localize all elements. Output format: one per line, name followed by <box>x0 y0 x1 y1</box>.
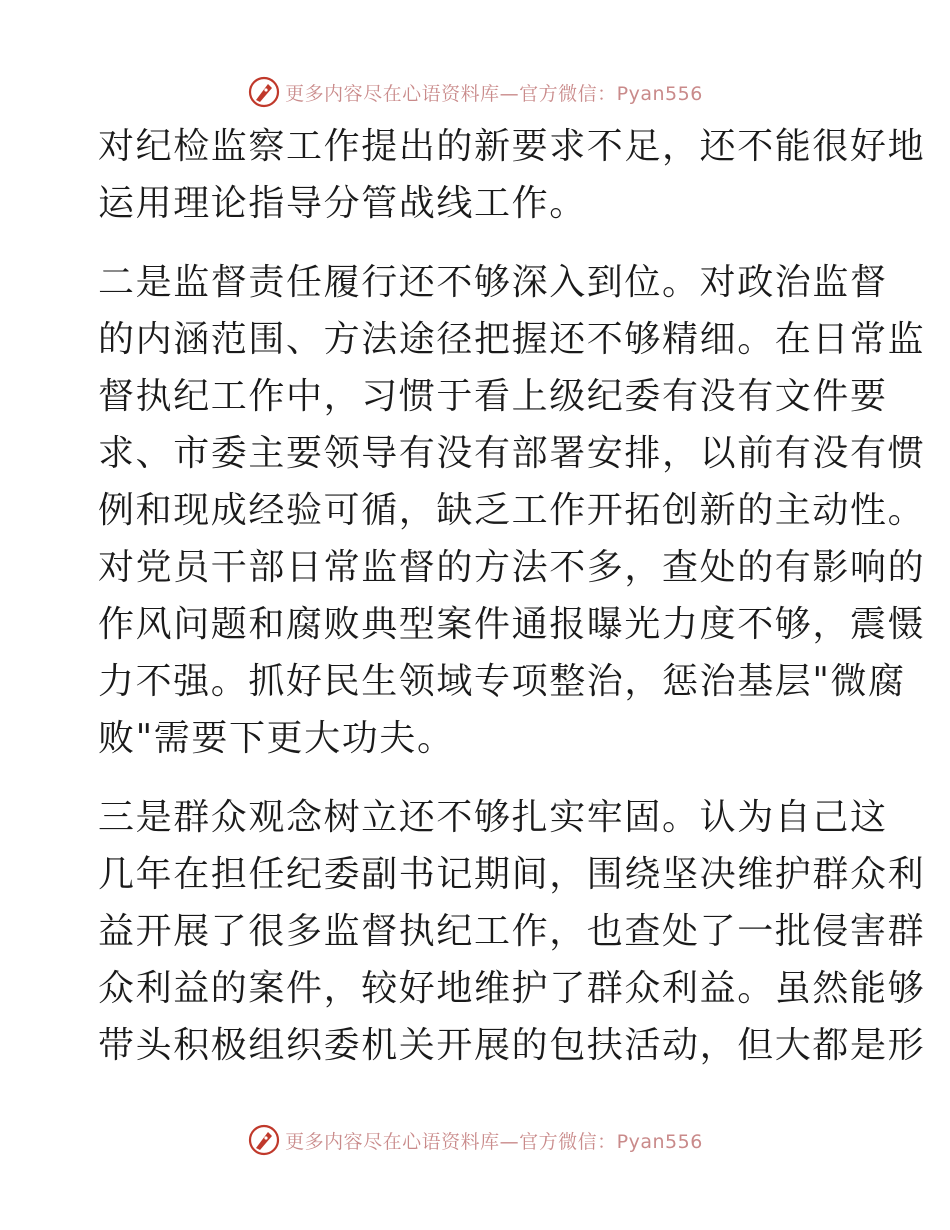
text-line: 三是群众观念树立还不够扎实牢固。认为自己这 <box>98 797 888 838</box>
banner-text: 更多内容尽在心语资料库—官方微信：Pyan556 <box>285 82 703 105</box>
text-line: 对纪检监察工作提出的新要求不足，还不能很好地 <box>98 126 926 167</box>
paragraph <box>98 118 926 232</box>
text-line: 对党员干部日常监督的方法不多，查处的有影响的 <box>98 547 926 588</box>
text-line: 运用理论指导分管战线工作。 <box>98 183 587 224</box>
text-line: 的内涵范围、方法途径把握还不够精细。在日常监 <box>98 319 926 360</box>
text-line: 督执纪工作中，习惯于看上级纪委有没有文件要 <box>98 376 888 417</box>
text-line: 益开展了很多监督执纪工作，也查处了一批侵害群 <box>98 911 926 952</box>
paragraph <box>98 789 926 1074</box>
text-line: 败"需要下更大功夫。 <box>98 718 455 759</box>
text-line: 求、市委主要领导有没有部署安排，以前有没有惯 <box>98 433 926 474</box>
text-line: 众利益的案件，较好地维护了群众利益。虽然能够 <box>98 968 926 1009</box>
pen-nib-logo-icon <box>247 1123 281 1157</box>
footer-watermark-banner <box>0 1120 950 1160</box>
text-line: 二是监督责任履行还不够深入到位。对政治监督 <box>98 262 888 303</box>
text-line: 带头积极组织委机关开展的包扶活动，但大都是形 <box>98 1025 926 1066</box>
banner-text: 更多内容尽在心语资料库—官方微信：Pyan556 <box>285 1130 703 1153</box>
paragraph <box>98 254 926 767</box>
text-line: 例和现成经验可循，缺乏工作开拓创新的主动性。 <box>98 490 926 531</box>
pen-nib-logo-icon <box>247 75 281 109</box>
text-line: 作风问题和腐败典型案件通报曝光力度不够，震慑 <box>98 604 926 645</box>
header-watermark-banner <box>0 72 950 112</box>
text-line: 力不强。抓好民生领域专项整治，惩治基层"微腐 <box>98 661 906 702</box>
text-line: 几年在担任纪委副书记期间，围绕坚决维护群众利 <box>98 854 926 895</box>
document-body <box>98 118 926 1074</box>
